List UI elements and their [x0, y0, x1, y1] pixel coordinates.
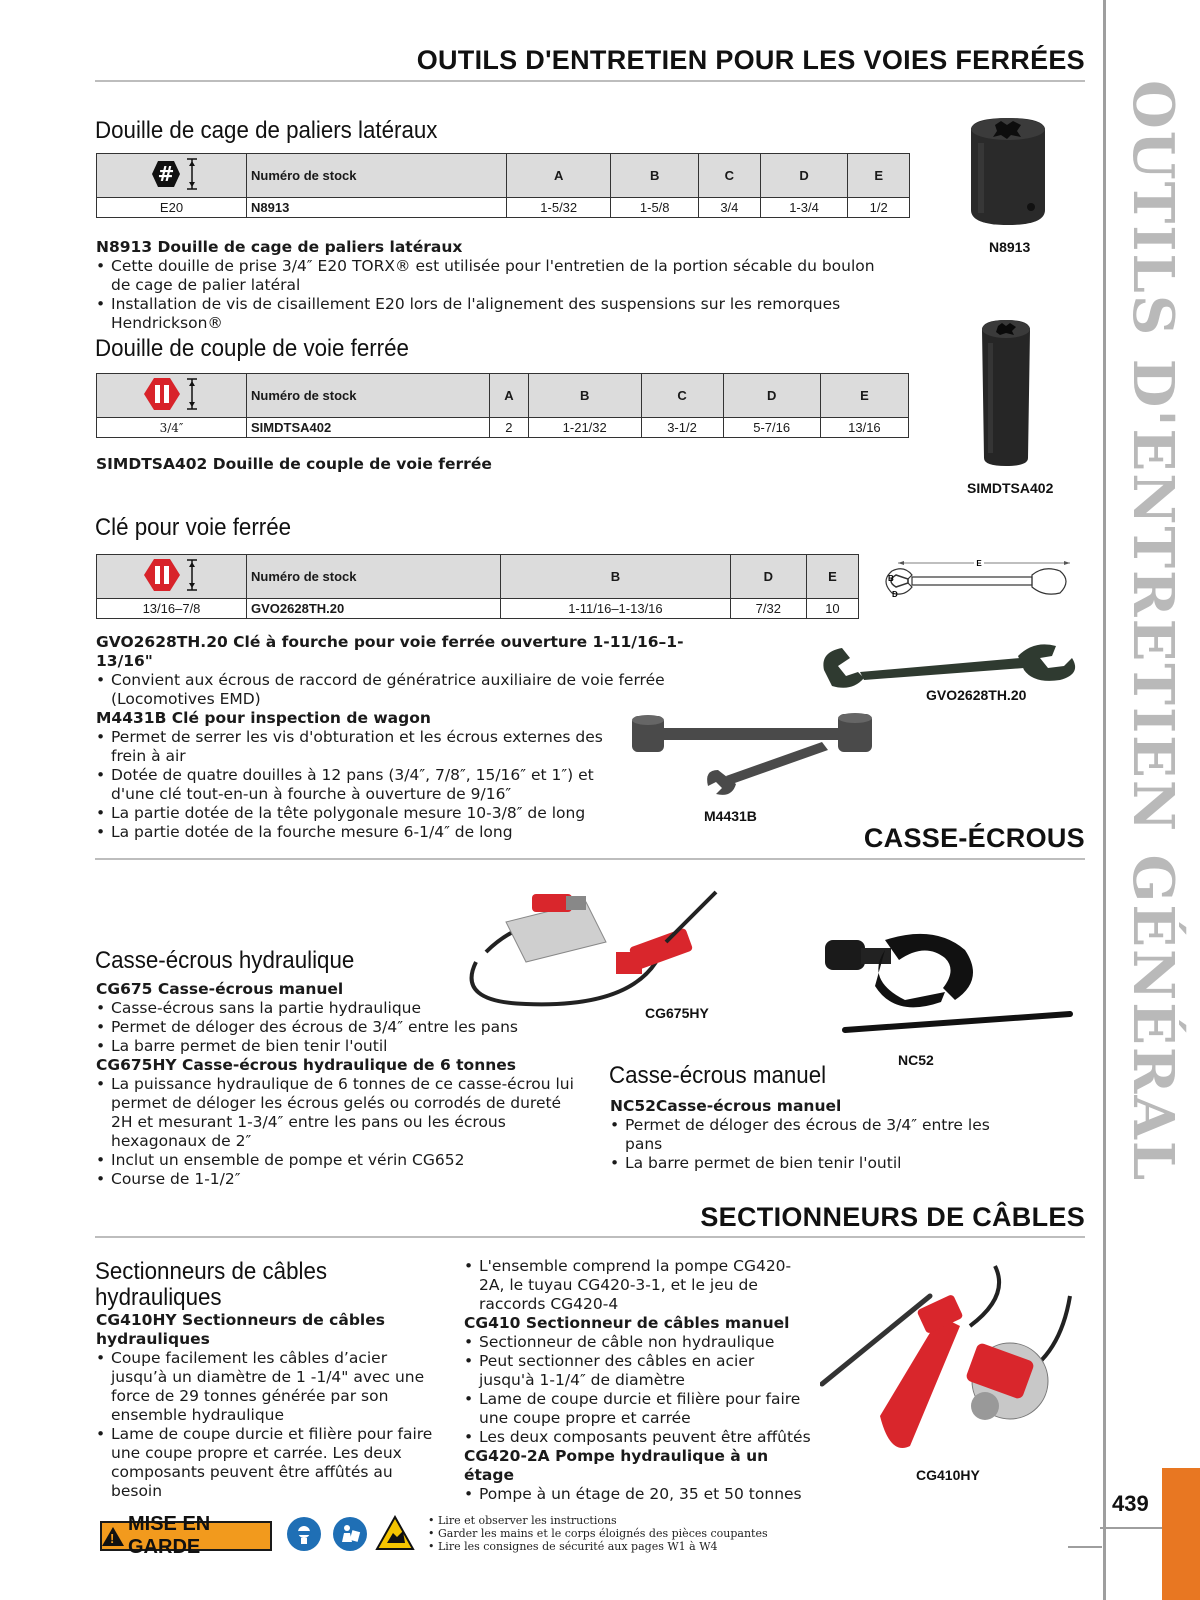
list-item: • La barre permet de bien tenir l'outil — [610, 1154, 990, 1173]
warning-label: MISE EN GARDE — [128, 1513, 211, 1558]
safety-notes — [428, 1514, 768, 1553]
simdtsa402-socket-image — [976, 318, 1036, 468]
cell-a: 1-5/32 — [507, 198, 611, 218]
cell-c: 3/4 — [699, 198, 761, 218]
cell-stock: N8913 — [247, 198, 507, 218]
hash-torx-icon — [142, 154, 202, 194]
section-title-cage-socket: Douille de cage de paliers latéraux — [95, 117, 438, 144]
cell-e: 10 — [806, 599, 858, 619]
product-title: CG675 Casse-écrous manuel — [96, 980, 344, 998]
side-banner-title: OUTILS D'ENTRETIEN GÉNÉRAL — [1120, 80, 1186, 1183]
product-title: CG410HY Sectionneurs de câbles hydrauliques — [96, 1311, 385, 1348]
list-item: • La puissance hydraulique de 6 tonnes de ce casse-écrou lui permet de déloger les écrous gelés ou corrodés de dureté 2H et mesurant 1-3/4″ entre les pans ou les écrous hexagonaux de 2″ — [96, 1075, 576, 1151]
list-item: • Pompe à un étage de 20, 35 et 50 tonnes — [464, 1485, 814, 1504]
nc52-image — [825, 930, 1075, 1050]
product-title: CG675HY Casse-écrous hydraulique de 6 tonnes — [96, 1056, 517, 1074]
warning-badge — [100, 1513, 272, 1558]
list-item: • Casse-écrous sans la partie hydraulique — [96, 999, 581, 1018]
footer-divider-long — [1100, 1527, 1162, 1529]
cell-b: 1-21/32 — [528, 418, 641, 438]
table-row — [97, 418, 909, 438]
bullet-list — [96, 1075, 576, 1189]
list-item: • Permet de déloger des écrous de 3/4″ entre les pans — [96, 1018, 581, 1037]
section-header-nut-splitters: CASSE-ÉCROUS — [863, 823, 1085, 853]
section-header-cable-cutters: SECTIONNEURS DE CÂBLES — [700, 1202, 1085, 1232]
cell-c: 3-1/2 — [641, 418, 723, 438]
list-item: • La partie dotée de la fourche mesure 6-1/4″ de long — [96, 823, 606, 842]
svg-text:#: # — [157, 162, 174, 186]
simdtsa402-image-label: SIMDTSA402 — [967, 480, 1054, 496]
bullet-list — [96, 1349, 441, 1501]
nc52-image-label: NC52 — [898, 1052, 934, 1068]
product-title: CG420-2A Pompe hydraulique à un étage — [464, 1447, 769, 1484]
list-item: • Les deux composants peuvent être affûtés — [464, 1428, 814, 1447]
section-title-manual-nut-splitter: Casse-écrous manuel — [609, 1062, 827, 1089]
note-text: Lire et observer les instructions — [438, 1514, 617, 1527]
col-header-b: B — [501, 555, 731, 599]
list-item: • Cette douille de prise 3/4″ E20 TORX® est utilisée pour l'entretien de la portion sécable du boulon de cage de palier latéral — [96, 257, 896, 295]
col-header-stock: Numéro de stock — [247, 154, 507, 198]
list-item: • Coupe facilement les câbles d’acier jusqu’à un diamètre de 1 -1/4" avec une force de 29 tonnes générée par son ensemble hydraulique — [96, 1349, 441, 1425]
list-item: • Installation de vis de cisaillement E20 lors de l'alignement des suspensions sur les remorques Hendrickson® — [96, 295, 896, 333]
list-item: • Sectionneur de câble non hydraulique — [464, 1333, 814, 1352]
list-item: • Course de 1-1/2″ — [96, 1170, 576, 1189]
col-header-c: C — [699, 154, 761, 198]
page-tab-accent — [1162, 1468, 1200, 1600]
product-title: M4431B Clé pour inspection de wagon — [96, 709, 431, 727]
n8913-description — [96, 238, 896, 333]
spec-table-gvo2628 — [96, 554, 859, 619]
nut-splitters-rule — [95, 858, 1085, 860]
cell-e: 13/16 — [820, 418, 908, 438]
col-header-c: C — [641, 374, 723, 418]
cell-d: 5-7/16 — [723, 418, 820, 438]
right-divider — [1103, 0, 1106, 1600]
col-header-e: E — [806, 555, 858, 599]
manual-nut-splitter-description — [610, 1097, 990, 1173]
list-item: • L'ensemble comprend la pompe CG420-2A, le tuyau CG420-3-1, et le jeu de raccords CG420-4 — [464, 1257, 814, 1314]
product-title: N8913 Douille de cage de paliers latéraux — [96, 238, 463, 256]
list-item: • Lame de coupe durcie et filière pour faire une coupe propre et carrée — [464, 1390, 814, 1428]
cg410hy-description — [96, 1311, 441, 1501]
col-header-d: D — [730, 555, 806, 599]
cell-d: 1-3/4 — [760, 198, 848, 218]
list-item: • Lire et observer les instructions — [428, 1514, 617, 1527]
spec-table-n8913 — [96, 153, 910, 218]
red-hex-wrench-icon — [142, 555, 202, 595]
gvo2628-image-label: GVO2628TH.20 — [926, 687, 1027, 703]
m4431b-image-label: M4431B — [704, 808, 757, 824]
bullet-list — [96, 999, 581, 1056]
list-item: • Peut sectionner des câbles en acier jusqu'à 1-1/4″ de diamètre — [464, 1352, 814, 1390]
cell-d: 7/32 — [730, 599, 806, 619]
diagram-label-d: D — [892, 590, 898, 599]
list-item: • La partie dotée de la tête polygonale mesure 10-3/8″ de long — [96, 804, 606, 823]
table-row — [97, 599, 859, 619]
cg410hy-image-label: CG410HY — [916, 1467, 980, 1483]
page-number: 439 — [1112, 1491, 1149, 1516]
hex-icon-cell — [97, 374, 247, 418]
cell-b: 1-11/16–1-13/16 — [501, 599, 731, 619]
cell-size: 13/16–7/8 — [97, 599, 247, 619]
eye-ear-protection-icon — [287, 1517, 321, 1551]
cell-size: E20 — [97, 198, 247, 218]
list-item: • Dotée de quatre douilles à 12 pans (3/4″, 7/8″, 15/16″ et 1″) et d'une clé tout-en-un à fourche à ouverture de 9/16″ — [96, 766, 606, 804]
read-manual-icon — [333, 1517, 367, 1551]
hand-crush-hazard-icon — [375, 1515, 415, 1551]
wrench-dimension-diagram — [878, 553, 1078, 611]
product-title: GVO2628TH.20 Clé à fourche pour voie ferrée ouverture 1-11/16–1-13/16" — [96, 633, 684, 670]
hex-icon-cell — [97, 555, 247, 599]
bullet-list — [96, 257, 896, 333]
col-header-d: D — [760, 154, 848, 198]
list-item: • Convient aux écrous de raccord de génératrice auxiliaire de voie ferrée (Locomotives EMD) — [96, 671, 696, 709]
n8913-socket-image — [963, 115, 1053, 230]
page-title: OUTILS D'ENTRETIEN POUR LES VOIES FERRÉES — [416, 45, 1085, 75]
cg675hy-image-label: CG675HY — [645, 1005, 709, 1021]
cell-stock: GVO2628TH.20 — [247, 599, 501, 619]
bullet-list — [464, 1333, 814, 1447]
warning-triangle-icon — [102, 1527, 124, 1546]
simdtsa402-product-title: SIMDTSA402 Douille de couple de voie ferrée — [96, 455, 492, 473]
col-header-stock: Numéro de stock — [247, 555, 501, 599]
col-header-a: A — [507, 154, 611, 198]
cable-cutters-rule — [95, 1236, 1085, 1238]
red-hex-socket-icon — [142, 374, 202, 414]
col-header-stock: Numéro de stock — [247, 374, 490, 418]
section-title-cable-cutters-line1: Sectionneurs de câbles — [95, 1258, 328, 1285]
cg410hy-image — [820, 1256, 1090, 1466]
col-header-a: A — [489, 374, 528, 418]
list-item: • Lame de coupe durcie et filière pour faire une coupe propre et carrée. Les deux composants peuvent être affûtés au besoin — [96, 1425, 441, 1501]
gvo2628-description — [96, 633, 716, 842]
col-header-d: D — [723, 374, 820, 418]
bullet-list — [464, 1257, 814, 1314]
list-item: • Permet de déloger des écrous de 3/4″ entre les pans — [610, 1116, 990, 1154]
torx-icon-cell — [97, 154, 247, 198]
n8913-image-label: N8913 — [989, 239, 1031, 255]
note-text: Garder les mains et le corps éloignés des pièces coupantes — [438, 1527, 768, 1540]
cell-size: 3/4″ — [97, 418, 247, 438]
cell-stock: SIMDTSA402 — [247, 418, 490, 438]
m4431b-wrench-image — [632, 712, 882, 804]
cell-a: 2 — [489, 418, 528, 438]
cell-e: 1/2 — [848, 198, 910, 218]
list-item: • Lire les consignes de sécurité aux pages W1 à W4 — [428, 1540, 718, 1553]
list-item: • Inclut un ensemble de pompe et vérin CG652 — [96, 1151, 576, 1170]
col-header-e: E — [848, 154, 910, 198]
col-header-e: E — [820, 374, 908, 418]
section-title-rail-wrench: Clé pour voie ferrée — [95, 514, 292, 541]
product-title: CG410 Sectionneur de câbles manuel — [464, 1314, 790, 1332]
bullet-list — [96, 671, 696, 709]
bullet-list — [96, 728, 606, 842]
col-header-b: B — [611, 154, 699, 198]
list-item: • La barre permet de bien tenir l'outil — [96, 1037, 581, 1056]
spec-table-simdtsa402 — [96, 373, 909, 438]
header-rule — [95, 80, 1085, 82]
bullet-list — [610, 1116, 990, 1173]
diagram-label-e: E — [976, 559, 982, 568]
cable-cutters-column2 — [464, 1257, 814, 1504]
table-row — [97, 198, 910, 218]
footer-divider-short — [1068, 1546, 1102, 1548]
col-header-b: B — [528, 374, 641, 418]
list-item: • Permet de serrer les vis d'obturation et les écrous externes des frein à air — [96, 728, 606, 766]
bullet-list — [464, 1485, 814, 1504]
note-text: Lire les consignes de sécurité aux pages W1 à W4 — [438, 1540, 718, 1553]
section-title-hydraulic-nut-splitter: Casse-écrous hydraulique — [95, 947, 355, 974]
hydraulic-nut-splitter-description — [96, 980, 581, 1189]
diagram-label-b: B — [888, 574, 894, 583]
product-title: NC52Casse-écrous manuel — [610, 1097, 842, 1115]
section-title-cable-cutters-line2: hydrauliques — [95, 1284, 222, 1311]
list-item: • Garder les mains et le corps éloignés des pièces coupantes — [428, 1527, 768, 1540]
section-title-torque-socket: Douille de couple de voie ferrée — [95, 335, 409, 362]
cell-b: 1-5/8 — [611, 198, 699, 218]
